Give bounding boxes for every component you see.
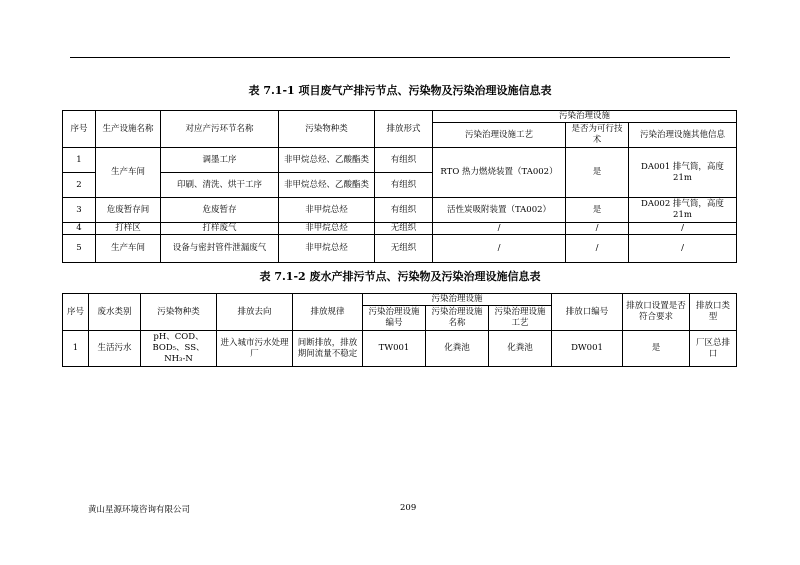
cell-step: 设备与密封管件泄漏废气 bbox=[161, 235, 279, 263]
cell-pollutant: 非甲烷总烃 bbox=[279, 198, 375, 223]
table-row bbox=[63, 148, 737, 173]
table-row bbox=[63, 223, 737, 235]
cell-no: 1 bbox=[63, 331, 89, 367]
header-pattern: 排放规律 bbox=[293, 294, 363, 331]
cell-process: / bbox=[433, 235, 566, 263]
cell-pollutant: 非甲烷总烃、乙酸酯类 bbox=[279, 173, 375, 198]
header-step: 对应产污环节名称 bbox=[161, 111, 279, 148]
table-row bbox=[63, 331, 737, 367]
header-destination: 排放去向 bbox=[217, 294, 293, 331]
cell-fac-process: 化粪池 bbox=[489, 331, 552, 367]
cell-form: 有组织 bbox=[375, 148, 433, 173]
cell-compliant: 是 bbox=[623, 331, 690, 367]
header-feasible: 是否为可行技术 bbox=[566, 123, 629, 148]
header-fac-no: 污染治理设施编号 bbox=[363, 306, 426, 331]
table1-caption: 表 7.1-1 项目废气产排污节点、污染物及污染治理设施信息表 bbox=[248, 84, 552, 97]
cell-pollutants: pH、COD、BOD₅、SS、NH₃-N bbox=[141, 331, 217, 367]
footer-company: 黄山星源环境咨询有限公司 bbox=[88, 505, 191, 515]
header-pollutants: 污染物种类 bbox=[141, 294, 217, 331]
header-form: 排放形式 bbox=[375, 111, 433, 148]
table2-caption: 表 7.1-2 废水产排污节点、污染物及污染治理设施信息表 bbox=[259, 270, 541, 283]
cell-pollutant: 非甲烷总烃 bbox=[279, 235, 375, 263]
cell-no: 1 bbox=[63, 148, 96, 173]
header-fac-name: 污染治理设施名称 bbox=[426, 306, 489, 331]
cell-other: / bbox=[629, 235, 737, 263]
cell-outlet-type: 厂区总排口 bbox=[690, 331, 737, 367]
cell-form: 无组织 bbox=[375, 223, 433, 235]
table-row bbox=[63, 198, 737, 223]
cell-other: / bbox=[629, 223, 737, 235]
header-process: 污染治理设施工艺 bbox=[433, 123, 566, 148]
header-rule bbox=[70, 57, 730, 58]
cell-no: 3 bbox=[63, 198, 96, 223]
cell-pollutant: 非甲烷总烃、乙酸酯类 bbox=[279, 148, 375, 173]
wastewater-table bbox=[62, 293, 737, 367]
header-other: 污染治理设施其他信息 bbox=[629, 123, 737, 148]
cell-destination: 进入城市污水处理厂 bbox=[217, 331, 293, 367]
header-pollutant: 污染物种类 bbox=[279, 111, 375, 148]
cell-form: 无组织 bbox=[375, 235, 433, 263]
cell-pollutant: 非甲烷总烃 bbox=[279, 223, 375, 235]
table-row bbox=[63, 235, 737, 263]
cell-no: 5 bbox=[63, 235, 96, 263]
cell-no: 2 bbox=[63, 173, 96, 198]
header-facility: 生产设施名称 bbox=[96, 111, 161, 148]
header-group-facility: 污染治理设施 bbox=[433, 111, 737, 123]
cell-pattern: 间断排放，排放期间流量不稳定 bbox=[293, 331, 363, 367]
cell-process: 活性炭吸附装置（TA002） bbox=[433, 198, 566, 223]
header-outlet-no: 排放口编号 bbox=[552, 294, 623, 331]
cell-feasible: 是 bbox=[566, 148, 629, 198]
header-outlet-type: 排放口类型 bbox=[690, 294, 737, 331]
cell-other: DA002 排气筒，高度 21m bbox=[629, 198, 737, 223]
header-group-facility: 污染治理设施 bbox=[363, 294, 552, 306]
cell-feasible: 是 bbox=[566, 198, 629, 223]
cell-other: DA001 排气筒，高度 21m bbox=[629, 148, 737, 198]
cell-step: 危废暂存 bbox=[161, 198, 279, 223]
cell-facility: 生产车间 bbox=[96, 235, 161, 263]
cell-outlet-no: DW001 bbox=[552, 331, 623, 367]
cell-feasible: / bbox=[566, 235, 629, 263]
cell-feasible: / bbox=[566, 223, 629, 235]
cell-step: 调墨工序 bbox=[161, 148, 279, 173]
cell-facility: 打样区 bbox=[96, 223, 161, 235]
cell-process: RTO 热力燃烧装置（TA002） bbox=[433, 148, 566, 198]
cell-facility: 危废暂存间 bbox=[96, 198, 161, 223]
cell-no: 4 bbox=[63, 223, 96, 235]
cell-type: 生活污水 bbox=[89, 331, 141, 367]
cell-fac-no: TW001 bbox=[363, 331, 426, 367]
cell-step: 印刷、清洗、烘干工序 bbox=[161, 173, 279, 198]
cell-form: 有组织 bbox=[375, 198, 433, 223]
cell-facility: 生产车间 bbox=[96, 148, 161, 198]
page-number: 209 bbox=[400, 503, 417, 513]
cell-step: 打样废气 bbox=[161, 223, 279, 235]
header-no: 序号 bbox=[63, 111, 96, 148]
header-no: 序号 bbox=[63, 294, 89, 331]
header-type: 废水类别 bbox=[89, 294, 141, 331]
header-fac-process: 污染治理设施工艺 bbox=[489, 306, 552, 331]
cell-form: 有组织 bbox=[375, 173, 433, 198]
header-compliant: 排放口设置是否符合要求 bbox=[623, 294, 690, 331]
waste-gas-table bbox=[62, 110, 737, 263]
cell-fac-name: 化粪池 bbox=[426, 331, 489, 367]
cell-process: / bbox=[433, 223, 566, 235]
